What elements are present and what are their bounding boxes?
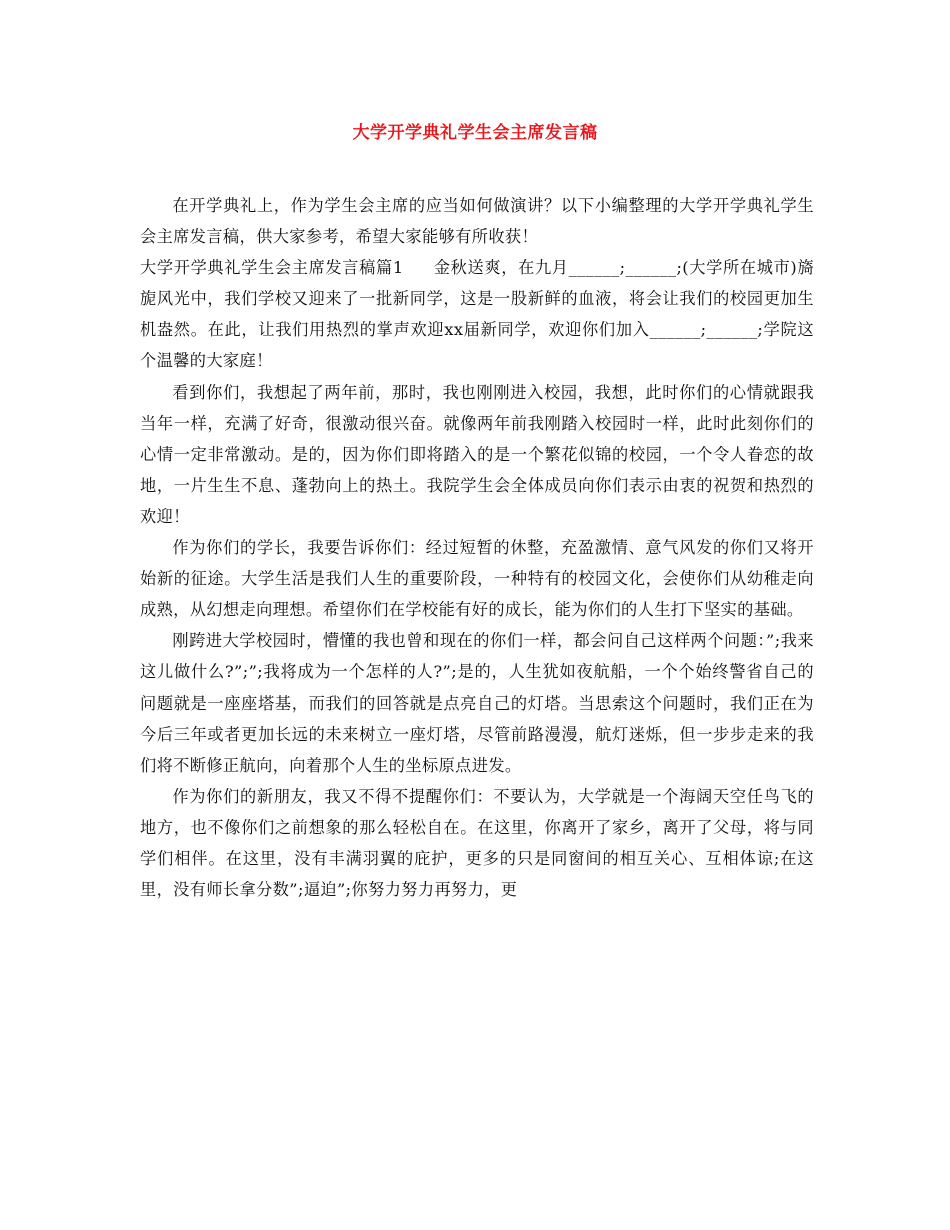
intro-paragraph: 在开学典礼上，作为学生会主席的应当如何做演讲？以下小编整理的大学开学典礼学生会主席发言稿，供大家参考，希望大家能够有所收获！ bbox=[140, 196, 814, 247]
document-body bbox=[140, 190, 814, 905]
section-heading: 大学开学典礼学生会主席发言稿篇1 bbox=[140, 258, 404, 278]
body-paragraph: 看到你们，我想起了两年前，那时，我也刚刚进入校园，我想，此时你们的心情就跟我当年一样，充满了好奇，很激动很兴奋。就像两年前我刚踏入校园时一样，此时此刻你们的心情一定非常激动。是的，因为你们即将踏入的是一个繁花似锦的校园，一个令人眷恋的故地，一片生生不息、蓬勃向上的热土。我院学生会全体成员向你们表示由衷的祝贺和热烈的欢迎！ bbox=[140, 382, 814, 526]
body-paragraph: 作为你们的新朋友，我又不得不提醒你们：不要认为，大学就是一个海阔天空任鸟飞的地方，也不像你们之前想象的那么轻松自在。在这里，你离开了家乡，离开了父母，将与同学们相伴。在这里，没有丰满羽翼的庇护，更多的只是同窗间的相互关心、互相体谅;在这里，没有师长拿分数”;逼迫”;你努力努力再努力，更 bbox=[140, 786, 814, 900]
body-paragraph: 刚跨进大学校园时，懵懂的我也曾和现在的你们一样，都会问自己这样两个问题：”;我来这儿做什么?”;”;我将成为一个怎样的人?”;是的，人生犹如夜航船，一个个始终警省自己的问题就是一座座塔基，而我们的回答就是点亮自己的灯塔。当思索这个问题时，我们正在为今后三年或者更加长远的未来树立一座灯塔，尽管前路漫漫，航灯迷烁，但一步步走来的我们将不断修正航向，向着那个人生的坐标原点进发。 bbox=[140, 631, 814, 775]
body-paragraph: 作为你们的学长，我要告诉你们：经过短暂的休整，充盈激情、意气风发的你们又将开始新的征途。大学生活是我们人生的重要阶段，一种特有的校园文化，会使你们从幼稚走向成熟，从幻想走向理想。希望你们在学校能有好的成长，能为你们的人生打下坚实的基础。 bbox=[140, 538, 814, 620]
section-first-paragraph: 金秋送爽，在九月______;______;(大学所在城市)旖旎风光中，我们学校又迎来了一批新同学，这是一股新鲜的血液，将会让我们的校园更加生机盎然。在此，让我们用热烈的掌声欢迎xx届新同学，欢迎你们加入______;______;学院这个温馨的大家庭！ bbox=[140, 258, 814, 371]
document-title: 大学开学典礼学生会主席发言稿 bbox=[352, 123, 598, 143]
section-block bbox=[140, 252, 814, 376]
